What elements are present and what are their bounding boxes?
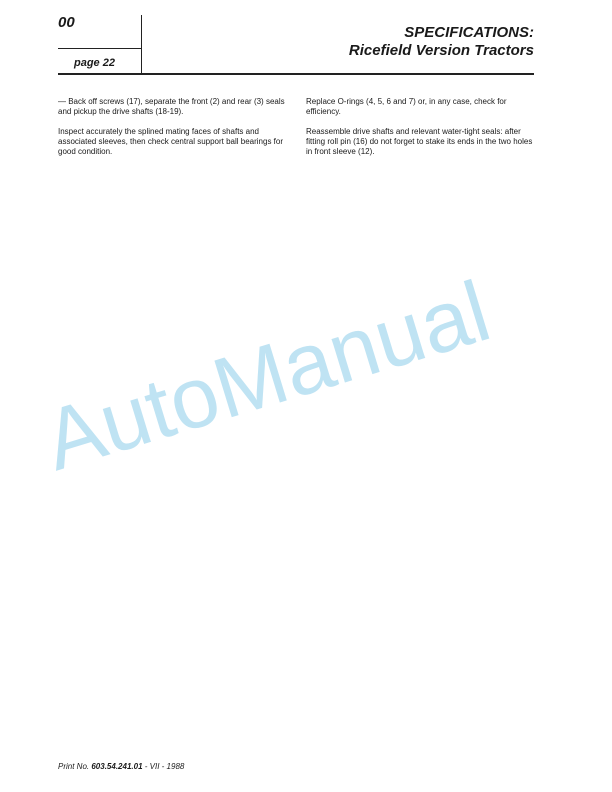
paragraph: — Back off screws (17), separate the front (2) and rear (3) seals and pickup the drive shafts (18-19). — [58, 97, 285, 116]
header-short-rule — [58, 48, 141, 49]
footer — [58, 762, 184, 771]
header-bottom-rule — [58, 73, 534, 75]
section-number: 00 — [58, 14, 75, 31]
header-vertical-rule — [141, 15, 142, 73]
paragraph: Inspect accurately the splined mating faces of shafts and associated sleeves, then check central support ball bearings for good condition. — [58, 127, 284, 156]
print-date: - VII - 1988 — [144, 762, 185, 771]
print-number: 603.54.241.01 — [91, 762, 143, 771]
header-title — [349, 24, 534, 60]
footer-label: Print No. — [58, 762, 90, 771]
paragraph: Replace O-rings (4, 5, 6 and 7) or, in any case, check for efficiency. — [306, 97, 507, 116]
watermark: AutoManual — [33, 263, 501, 490]
right-column — [306, 97, 538, 167]
left-column — [58, 97, 290, 167]
title-line-1: SPECIFICATIONS: — [404, 24, 534, 41]
title-line-2: Ricefield Version Tractors — [348, 42, 534, 59]
page-number: page 22 — [74, 57, 115, 69]
paragraph: Reassemble drive shafts and relevant water-tight seals: after fitting roll pin (16) do not forget to stake its ends in the two holes in front sleeve (12). — [306, 127, 533, 156]
